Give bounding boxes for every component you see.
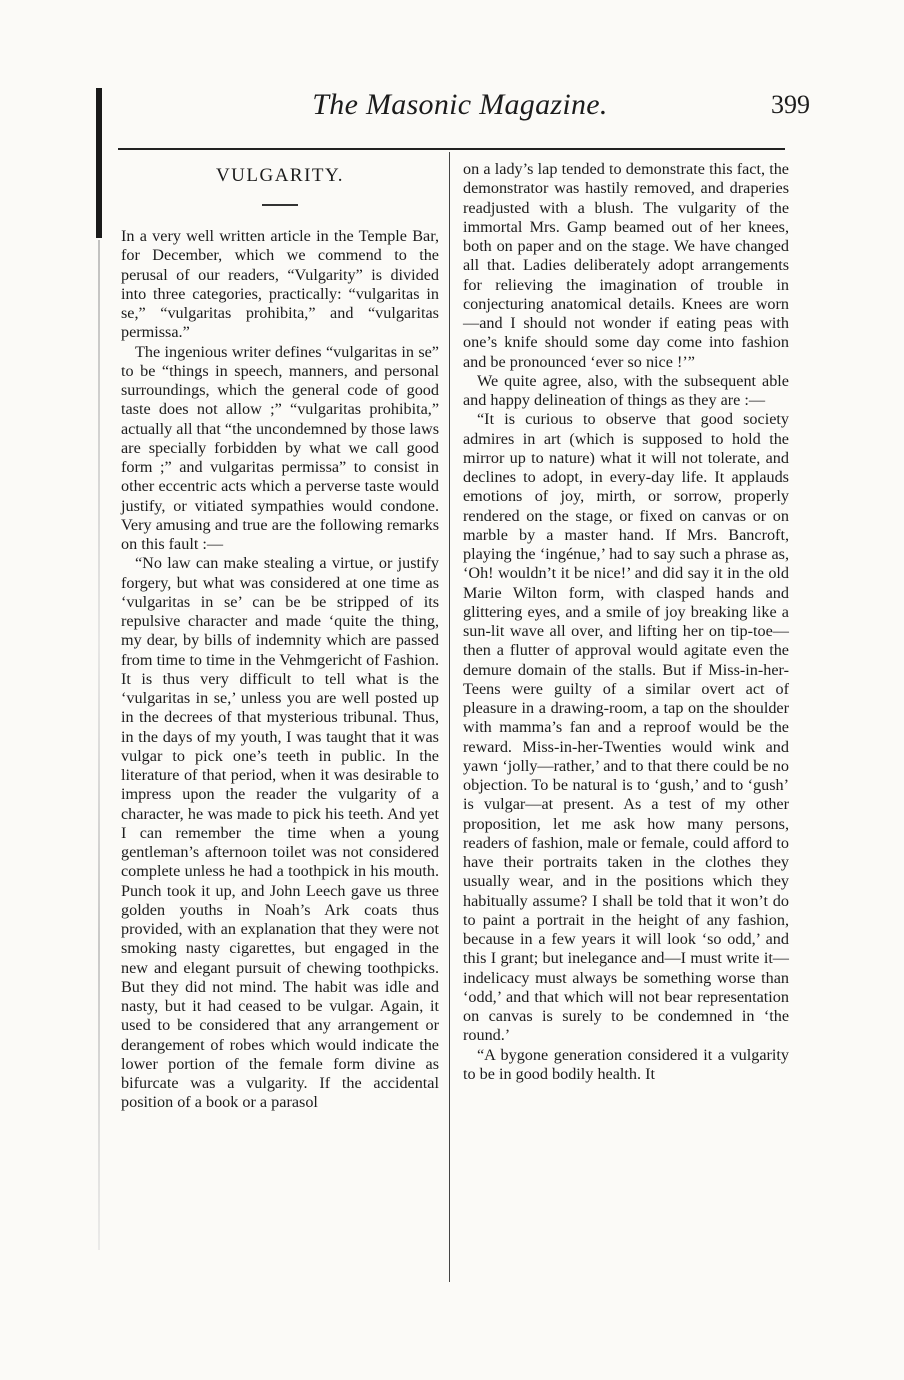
article-title: VULGARITY. <box>215 165 345 186</box>
page-header <box>120 88 810 128</box>
paragraph: We quite agree, also, with the subsequent able and happy delineation of things as they are :— <box>463 371 789 409</box>
binding-edge-mark <box>96 88 102 238</box>
paragraph: The ingenious writer defines “vulgaritas in se” to be “things in speech, manners, and personal surroundings, which the general code of good taste does not allow ;” “vulgaritas prohibita,” actually all that “the uncondemned by those laws are specially forbidden by what we call good form ;” and vulgaritas permissa” to consist in other eccentric acts which a perverse taste would justify, or vitiated sympathies would condone. Very amusing and true are the following remarks on this fault :— <box>121 342 439 553</box>
paragraph: “No law can make stealing a virtue, or justify forgery, but what was considered at one time as ‘vulgaritas in se’ can be be stripped of its repulsive character and made ‘quite the thing, my dear, by bills of indemnity which are passed from time to time in the Vehmgericht of Fashion. It is thus very difficult to tell what is the ‘vulgaritas in se,’ unless you are well posted up in the decrees of that mysterious tribunal. Thus, in the days of my youth, I was taught that it was vulgar to pick one’s teeth in public. In the literature of that period, when it was desirable to impress upon the reader the vulgarity of a character, he was made to pick his teeth. And yet I can remember the time when a young gentleman’s afternoon toilet was not considered complete unless he had a toothpick in his mouth. Punch took it up, and John Leech gave us three golden youths in Noah’s Ark coats thus provided, with an explanation that they were not smoking nasty cigarettes, but engaged in the new and elegant pursuit of chewing toothpicks. But they did not mind. The habit was idle and nasty, but it had ceased to be vulgar. Again, it used to be considered that any arrangement or derangement of robes which would indicate the lower portion of the female form divine as bifurcate was a vulgarity. If the accidental position of a book or a parasol <box>121 554 439 1112</box>
paragraph: In a very well written article in the Temple Bar, for December, which we commend to the perusal of our readers, “Vulgarity” is divided into three categories, practically: “vulgaritas in se,” “vulgaritas prohibita,” and “vulgaritas permissa.” <box>121 227 439 342</box>
paragraph-continued: on a lady’s lap tended to demonstrate this fact, the demonstrator was hastily removed, and draperies readjusted with a blush. The vulgarity of the immortal Mrs. Gamp beamed out of her knees, both on paper and on the stage. We have changed all that. Ladies deliberately adopt arrangements for relieving the imagination of trouble in conjecturing anatomical details. Knees are worn—and I should not wonder if eating peas with one’s knife should some day come into fashion and be pronounced ‘ever so nice !’” <box>463 160 789 371</box>
paragraph: “It is curious to observe that good society admires in art (which is supposed to hold the mirror up to nature) what it will not tolerate, and declines to adopt, in every-day life. It applauds emotions of joy, mirth, or sorrow, properly rendered on the stage, or fixed on canvas or on marble by a master hand. If Mrs. Bancroft, playing the ‘ingénue,’ had to say such a phrase as, ‘Oh! wouldn’t it be nice!’ and did say it in the old Marie Wilton form, with clasped hands and glittering eyes, and a smile of joy breaking like a sun-lit wave all over, and lifting her on tip-toe—then a flutter of approval would agitate even the demure domain of the stalls. But if Miss-in-her-Teens were guilty of a similar overt act of pleasure in a drawing-room, a tap on the shoulder with mamma’s fan and a reproof would be the reward. Miss-in-her-Twenties would wink and yawn ‘jolly—rather,’ and to that there could be no objection. To be natural is to ‘gush,’ and to ‘gush’ is vulgar—at present. As a test of my other proposition, let me ask how many persons, readers of fashion, male or female, could afford to have their portraits taken in the clothes they usually wear, and in the positions which they habitually assume? I shall be told that it won’t do to paint a portrait in the height of any fashion, because in a few years it will look ‘so odd,’ and this I grant; but inelegance and—I must write it—indelicacy must always be something worse than ‘odd,’ and that which will not bear representation on canvas is surely to be condemned in ‘the round.’ <box>463 410 789 1045</box>
paragraph: “A bygone generation considered it a vulgarity to be in good bodily health. It <box>463 1045 789 1083</box>
header-rule <box>118 148 785 150</box>
page-number: 399 <box>771 90 810 119</box>
right-column <box>463 160 789 1084</box>
running-title: The Masonic Magazine. <box>312 88 608 121</box>
binding-shadow <box>98 240 100 1250</box>
title-rule <box>262 204 298 206</box>
column-divider <box>449 152 450 1282</box>
left-column <box>121 160 439 1113</box>
